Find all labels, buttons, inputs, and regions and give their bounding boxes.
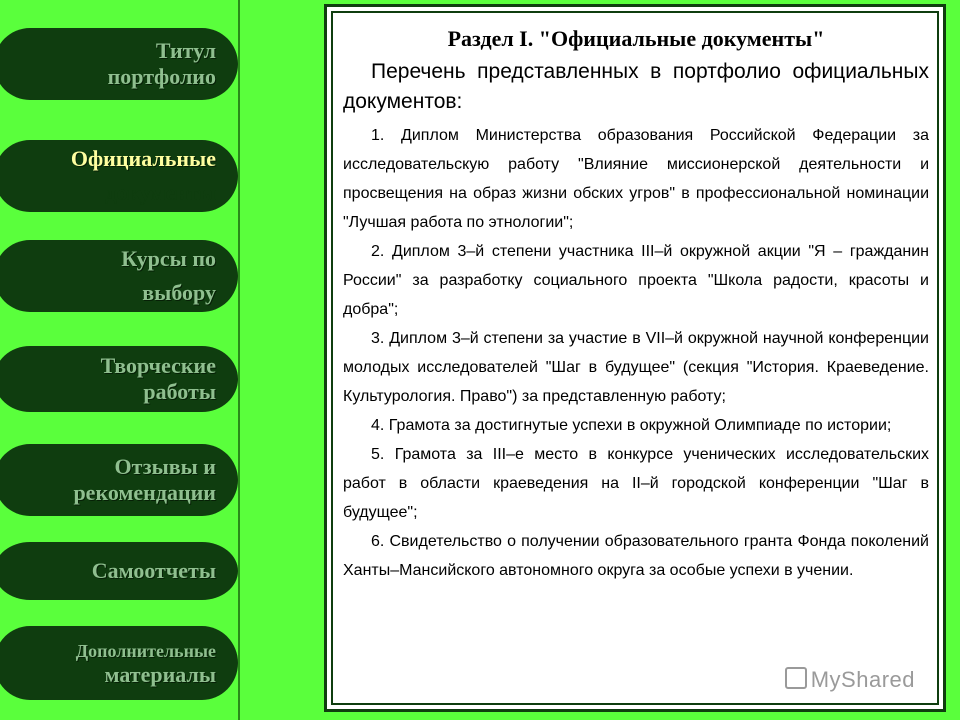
nav-label-line: Курсы по	[121, 246, 216, 271]
nav-label-line: портфолио	[107, 64, 216, 89]
watermark-logo-icon	[785, 667, 807, 689]
nav-label-line: Творческие	[100, 353, 216, 378]
watermark	[785, 667, 915, 693]
watermark-text: MyShared	[810, 667, 915, 692]
nav-label-line: документы	[105, 180, 216, 205]
nav-label-line: Самоотчеты	[91, 558, 216, 583]
nav-item-official-documents[interactable]	[0, 140, 238, 212]
nav-item-additional-materials[interactable]	[0, 626, 238, 700]
nav-label-line: Дополнительные	[75, 641, 216, 661]
nav-item-creative-works[interactable]	[0, 346, 238, 412]
document-item: 5. Грамота за III–е место в конкурсе ученических исследовательских работ в области краеведения на II–й городской конференции "Шаг в будущее";	[343, 446, 929, 521]
document-item: 1. Диплом Министерства образования Российской Федерации за исследовательскую работу "Влияние миссионерской деятельности и просвещения на образ жизни обских угров" в профессиональной номинации "Лучшая работа по этнологии";	[343, 127, 929, 231]
sidebar-nav	[0, 0, 240, 720]
nav-label-line: Отзывы и	[114, 454, 216, 479]
content-inner-border	[331, 11, 939, 705]
list-intro: Перечень представленных в портфолио официальных документов:	[343, 60, 929, 113]
nav-label-line: Титул	[155, 38, 216, 63]
nav-label-line: рекомендации	[73, 480, 216, 505]
nav-label-line: Официальные	[70, 146, 216, 171]
nav-label-line: работы	[143, 379, 216, 404]
nav-item-self-reports[interactable]	[0, 542, 238, 600]
document-item: 4. Грамота за достигнутые успехи в окружной Олимпиаде по истории;	[371, 417, 892, 434]
document-item: 3. Диплом 3–й степени за участие в VII–й окружной научной конференции молодых исследователей "Шаг в будущее" (секция "История. Краеведение. Культурология. Право") за представленную работу;	[343, 330, 929, 405]
nav-item-elective-courses[interactable]	[0, 240, 238, 312]
nav-item-reviews[interactable]	[0, 444, 238, 516]
content-panel	[324, 4, 946, 712]
section-title: Раздел I. "Официальные документы"	[447, 26, 825, 51]
nav-label-line: материалы	[104, 662, 216, 687]
document-item: 6. Свидетельство о получении образовательного гранта Фонда поколений Ханты–Мансийского автономного округа за особые успехи в учении.	[343, 533, 929, 579]
nav-label-line: выбору	[142, 280, 216, 305]
nav-item-title-portfolio[interactable]	[0, 28, 238, 100]
document-item: 2. Диплом 3–й степени участника III–й окружной акции "Я – гражданин России" за разработку социального проекта "Школа радости, красоты и добра";	[343, 243, 929, 318]
